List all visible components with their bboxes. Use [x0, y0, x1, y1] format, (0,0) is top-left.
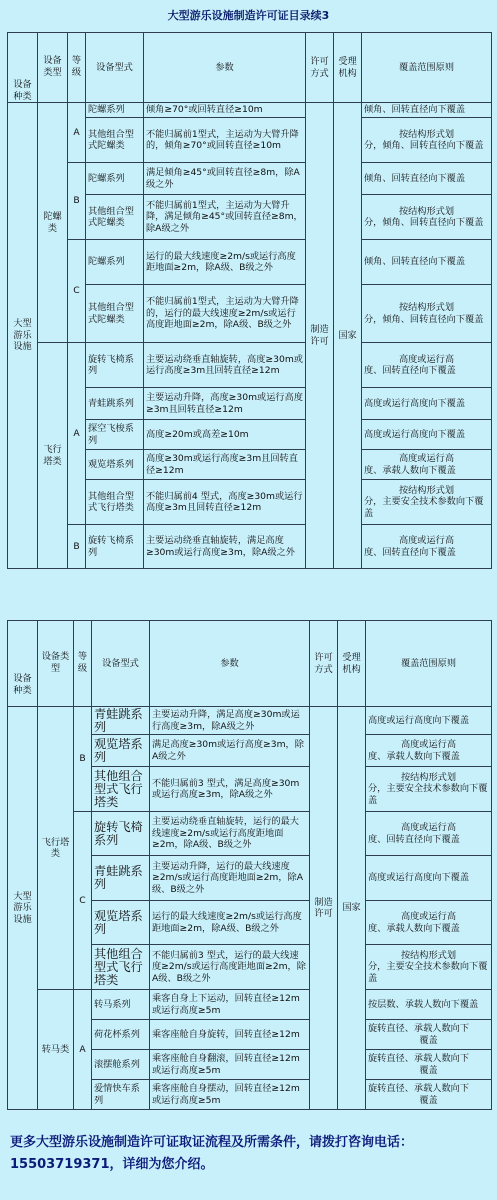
scope-cell — [362, 195, 492, 240]
agency-cell: 国家 — [338, 707, 366, 1110]
grade-cell: A — [68, 103, 86, 163]
scope-cell — [366, 812, 492, 856]
type-cell: 飞行塔类 — [38, 707, 74, 990]
header-scope: 覆盖范围原则 — [362, 33, 492, 103]
category-cell: 大型游乐设施 — [8, 707, 38, 1110]
header-agency: 受理机构 — [338, 621, 366, 707]
scope-text-b: 度、承载人数向下覆盖 — [364, 464, 456, 476]
scope-cell — [366, 1080, 492, 1110]
scope-text-a: 高度或运行高 — [398, 535, 455, 546]
params-cell: 主要运动绕垂直轴旋转，高度≥30m或运行高度≥3m且回转直径≥12m — [144, 343, 306, 388]
header-model: 设备型式 — [92, 621, 150, 707]
table-header-row — [8, 33, 492, 103]
params-cell: 乘客座舱自身旋转，回转直径≥12m — [150, 1020, 310, 1050]
table-row — [8, 163, 492, 195]
scope-cell — [366, 901, 492, 945]
params-cell: 不能归属前1型式，主运动为大臂升降，满足倾角≥45°或回转直径≥8m，除A级之外 — [144, 195, 306, 240]
model-cell: 旋转飞椅系列 — [86, 525, 144, 569]
scope-cell — [366, 767, 492, 812]
model-cell: 青蛙跳系列 — [86, 388, 144, 420]
header-grade: 等级 — [68, 33, 86, 103]
header-model: 设备型式 — [86, 33, 144, 103]
model-cell: 旋转飞椅系列 — [92, 812, 150, 856]
scope-text-b: 分，主要安全技术参数向下覆盖 — [364, 496, 484, 519]
catalog-table-1 — [7, 32, 492, 569]
scope-text-a: 高度或运行高 — [398, 453, 455, 464]
model-cell: 陀螺系列 — [86, 240, 144, 285]
scope-cell — [362, 450, 492, 480]
params-cell: 运行的最大线速度≥2m/s或运行高度距地面≥2m，除A级、B级之外 — [144, 240, 306, 285]
scope-text-b: 分，倾角、回转直径向下覆盖 — [364, 313, 484, 325]
grade-cell: A — [74, 990, 92, 1110]
scope-cell — [362, 285, 492, 343]
scope-text-b: 度、回转直径向下覆盖 — [364, 365, 456, 376]
params-cell: 主要运动绕垂直轴旋转，运行的最大线速度≥2m/s或运行高度距地面≥2m，除A级、B级之外 — [150, 812, 310, 856]
table-row — [8, 343, 492, 388]
scope-text-a: 旋转直径、承载人数向下 — [368, 1023, 470, 1034]
scope-cell — [362, 525, 492, 569]
scope-text-b: 覆盖 — [419, 1064, 438, 1076]
scope-cell: 倾角、回转直径向下覆盖 — [362, 163, 492, 195]
model-cell: 其他组合型式飞行塔类 — [92, 767, 150, 812]
scope-text-a: 旋转直径、承载人数向下 — [368, 1083, 470, 1094]
catalog-table-2 — [7, 620, 492, 1110]
header-type: 设备类型 — [38, 33, 68, 103]
scope-text-b: 分，主要安全技术参数向下覆盖 — [368, 783, 488, 806]
scope-cell — [362, 343, 492, 388]
model-cell: 观览塔系列 — [86, 450, 144, 480]
scope-text-a: 高度或运行高 — [398, 353, 455, 365]
table-header-row — [8, 621, 492, 707]
params-cell: 主要运动绕垂直轴旋转，满足高度≥30m或运行高度≥3m，除A级之外 — [144, 525, 306, 569]
table-row — [8, 707, 492, 735]
params-cell: 不能归属前4 型式，高度≥30m或运行高度≥3m且回转直径≥12m — [144, 480, 306, 525]
model-cell: 其他组合型式陀螺类 — [86, 285, 144, 343]
model-cell: 青蛙跳系列 — [92, 707, 150, 735]
scope-text-a: 高度或运行高 — [400, 911, 457, 922]
license-cell: 制造许可 — [310, 707, 338, 1110]
scope-cell — [366, 1050, 492, 1080]
params-cell: 乘客自身上下运动，回转直径≥12m或运行高度≥5m — [150, 990, 310, 1020]
model-cell: 其他组合型式陀螺类 — [86, 195, 144, 240]
params-cell: 乘客座舱自身摆动，回转直径≥12m或运行高度≥5m — [150, 1080, 310, 1110]
type-cell: 陀螺类 — [38, 103, 68, 343]
scope-text-a: 按结构形式划 — [398, 128, 455, 140]
scope-text-a: 按结构形式划 — [398, 484, 455, 496]
scope-cell: 倾角、回转直径向下覆盖 — [362, 103, 492, 118]
grade-cell: C — [74, 812, 92, 990]
scope-text-a: 高度或运行高 — [400, 822, 457, 833]
scope-text-a: 按结构形式划 — [400, 949, 457, 961]
header-category: 设备种类 — [8, 33, 38, 103]
header-type: 设备类型 — [38, 621, 74, 707]
scope-text-a: 高度或运行高 — [400, 739, 457, 750]
params-cell: 主要运动升降，运行的最大线速度≥2m/s或运行高度距地面≥2m，除A级、B级之外 — [150, 856, 310, 901]
agency-cell: 国家 — [334, 103, 362, 569]
header-grade: 等级 — [74, 621, 92, 707]
scope-text-b: 度、承载人数向下覆盖 — [368, 922, 460, 934]
scope-text-b: 覆盖 — [419, 1094, 438, 1106]
params-cell: 运行的最大线速度≥2m/s或运行高度距地面≥2m，除A级、B级之外 — [150, 901, 310, 945]
scope-text-a: 按结构形式划 — [398, 205, 455, 217]
model-cell: 旋转飞椅系列 — [86, 343, 144, 388]
table-row — [8, 812, 492, 856]
model-cell: 观览塔系列 — [92, 901, 150, 945]
scope-text-b: 度、承载人数向下覆盖 — [368, 750, 460, 762]
grade-cell: B — [68, 525, 86, 569]
scope-text-b: 覆盖 — [419, 1034, 438, 1046]
params-cell: 乘客座舱自身翻滚，回转直径≥12m或运行高度≥5m — [150, 1050, 310, 1080]
table-row — [8, 525, 492, 569]
table-row — [8, 990, 492, 1020]
scope-text-b: 分，倾角、回转直径向下覆盖 — [364, 140, 484, 151]
model-cell: 爱情快车系列 — [92, 1080, 150, 1110]
model-cell: 陀螺系列 — [86, 163, 144, 195]
model-cell: 其他组合型式陀螺类 — [86, 118, 144, 163]
scope-text-a: 按结构形式划 — [400, 771, 457, 783]
scope-text-b: 度、回转直径向下覆盖 — [364, 546, 456, 558]
header-params: 参数 — [150, 621, 310, 707]
model-cell: 荷花杯系列 — [92, 1020, 150, 1050]
table-row — [8, 103, 492, 118]
scope-text-b: 度、回转直径向下覆盖 — [368, 833, 460, 845]
scope-text-b: 分，主要安全技术参数向下覆盖 — [368, 961, 488, 984]
type-cell: 转马类 — [38, 990, 74, 1110]
scope-cell: 高度或运行高度向下覆盖 — [366, 707, 492, 735]
params-cell: 不能归属前1型式，主运动为大臂升降的，运行的最大线速度≥2m/s或运行高度距地面≥2m，除A级、B级之外 — [144, 285, 306, 343]
header-category: 设备种类 — [8, 621, 38, 707]
scope-text-a: 按结构形式划 — [398, 302, 455, 313]
header-license: 许可方式 — [306, 33, 334, 103]
params-cell: 高度≥20m或高差≥10m — [144, 420, 306, 450]
params-cell: 不能归属前3 型式，运行的最大线速度≥2m/s或运行高度距地面≥2m，除A级、B级之外 — [150, 945, 310, 990]
grade-cell: C — [68, 240, 86, 343]
params-cell: 不能归属前1型式，主运动为大臂升降的，倾角≥70°或回转直径≥10m — [144, 118, 306, 163]
header-license: 许可方式 — [310, 621, 338, 707]
header-params: 参数 — [144, 33, 306, 103]
model-cell: 探空飞梭系列 — [86, 420, 144, 450]
model-cell: 陀螺系列 — [86, 103, 144, 118]
scope-cell — [366, 945, 492, 990]
scope-cell: 高度或运行高度向下覆盖 — [362, 388, 492, 420]
grade-cell: A — [68, 343, 86, 525]
scope-cell — [366, 735, 492, 767]
scope-text-b: 分，倾角、回转直径向下覆盖 — [364, 217, 484, 228]
scope-text-a: 旋转直径、承载人数向下 — [368, 1053, 470, 1064]
contact-footer: 更多大型游乐设施制造许可证取证流程及所需条件，请拨打咨询电话：15503719371，详细为您介绍。 — [10, 1135, 414, 1172]
header-agency: 受理机构 — [334, 33, 362, 103]
license-cell: 制造许可 — [306, 103, 334, 569]
params-cell: 满足倾角≥45°或回转直径≥8m，除A级之外 — [144, 163, 306, 195]
page-title: 大型游乐设施制造许可证目录续3 — [167, 9, 330, 22]
grade-cell: B — [68, 163, 86, 240]
scope-cell: 高度或运行高度向下覆盖 — [362, 420, 492, 450]
grade-cell: B — [74, 707, 92, 812]
params-cell: 满足高度≥30m或运行高度≥3m，除A级之外 — [150, 735, 310, 767]
params-cell: 不能归属前3 型式，满足高度≥30m或运行高度≥3m，除A级之外 — [150, 767, 310, 812]
params-cell: 主要运动升降，满足高度≥30m或运行高度≥3m，除A级之外 — [150, 707, 310, 735]
model-cell: 青蛙跳系列 — [92, 856, 150, 901]
model-cell: 其他组合型式飞行塔类 — [86, 480, 144, 525]
model-cell: 转马系列 — [92, 990, 150, 1020]
table-row — [8, 240, 492, 285]
params-cell: 高度≥30m或运行高度≥3m且回转直径≥12m — [144, 450, 306, 480]
model-cell: 其他组合型式飞行塔类 — [92, 945, 150, 990]
model-cell: 观览塔系列 — [92, 735, 150, 767]
scope-cell: 高度或运行高度向下覆盖 — [366, 856, 492, 901]
params-cell: 倾角≥70°或回转直径≥10m — [144, 103, 306, 118]
params-cell: 主要运动升降，高度≥30m或运行高度≥3m且回转直径≥12m — [144, 388, 306, 420]
scope-cell — [366, 1020, 492, 1050]
scope-cell — [362, 118, 492, 163]
scope-cell: 倾角、回转直径向下覆盖 — [362, 240, 492, 285]
model-cell: 滚摆舱系列 — [92, 1050, 150, 1080]
type-cell: 飞行塔类 — [38, 343, 68, 569]
header-scope: 覆盖范围原则 — [366, 621, 492, 707]
scope-cell — [362, 480, 492, 525]
scope-cell: 按层数、承载人数向下覆盖 — [366, 990, 492, 1020]
category-cell: 大型游乐设施 — [8, 103, 38, 569]
